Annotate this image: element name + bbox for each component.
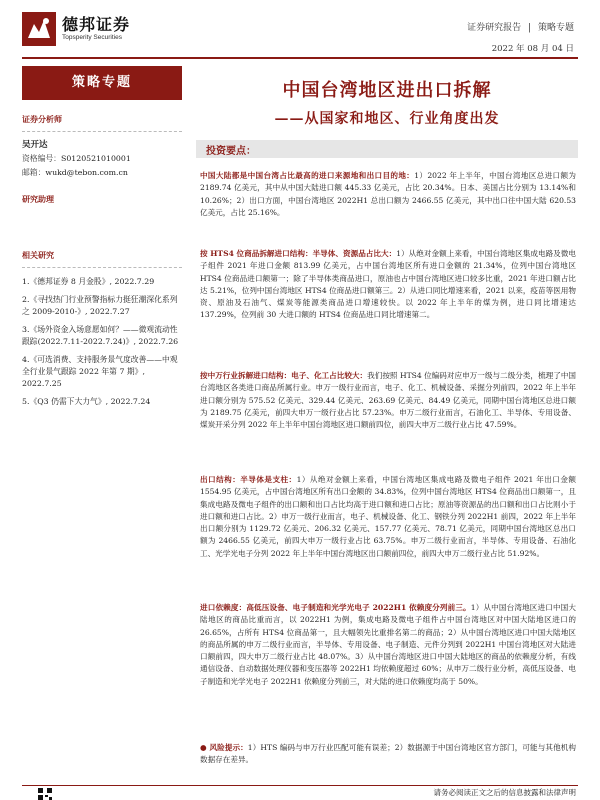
report-type-header [467,20,574,33]
paragraph-lead: 按 HTS4 位商品拆解进口结构：半导体、资源品占比大： [200,249,397,258]
paragraph-text: 我们按照 HTS4 位编码对应申万一级与二级分类，梳理了中国台湾地区各类进口商品所属行业。申万一级行业而言，电子、化工、机械设备、采掘分列前四，2022 年上半年进口额分别为 575.52 亿美元、329.44 亿美元、263.69 亿美元、84.49 亿美元，同期中国台湾地区总进口额为 2189.75 亿美元，前四大申万一级行业占比 57.23%。申万二级行业而言，石油化工、半导体、专用设备、煤炭开采分列 2022 年上半年中国台湾地区进口额前四位，前四大申万二级行业占比 47.59%。 [200,371,577,430]
related-item[interactable]: 1.《德邦证券 8 月金股》, 2022.7.29 [22,277,155,286]
related-label: 相关研究 [22,250,54,260]
sidebar-section-title: 策略专题 [22,66,182,100]
paragraph-lead: 按中万行业拆解进口结构：电子、化工占比较大： [200,371,368,380]
brand-english-name: Topsperity Securities [62,34,122,41]
paragraph-lead: 风险提示： [209,743,248,752]
related-item[interactable]: 4.《可选消费、支持服务景气度改善——中观全行业景气跟踪 2022 年第 7 期》, 2022.7.25 [22,355,178,388]
cert-key: 资格编号： [22,154,61,163]
sidebar-divider [22,131,182,132]
company-logo [22,10,162,50]
report-category: 策略专题 [537,23,574,33]
cert-value: S0120521010001 [60,154,131,163]
paragraph-2 [200,248,576,322]
report-heading [196,66,578,128]
paragraph-text: 1）从绝对金额上来看，中国台湾地区集成电路及微电子组件 2021 年进口金额 813.99 亿美元，占中国台湾地区所有进口金额的 21.34%，位列中国台湾地区 HTS4 位商品进口额第一；除了半导体类商品进口，原油也占中国台湾地区进口较多比重，2021 年进口额占比达 5.21%，位列中国台湾地区 HTS4 位商品进口额第三。2）从进口同比增速来看，2021 以来，疫苗等医用物资、原油及石油气、煤炭等能源类商品进口增速较快。以 2022 年上半年的煤为例，进口同比增速达 137.29%，位列前 30 大进口额的 HTS4 位商品进口同比增速第二。 [200,249,576,320]
related-research [22,250,182,414]
paragraph-3 [200,370,576,431]
investment-points-bar [196,140,578,158]
related-item[interactable]: 2.《寻找热门行业预警指标力挺狂潮深化系列之 2009-2010-》, 2022.7.27 [22,295,178,316]
page-title: 中国台湾地区进出口拆解 [282,80,492,101]
analyst-label: 证券分析师 [22,114,62,124]
paragraph-lead: 进口依赖度：高低压设备、电子制造和光学光电子 2022H1 依赖度分列前三。 [200,603,471,612]
paragraph-1 [200,170,576,219]
related-divider [22,267,182,268]
sidebar [22,66,182,786]
qr-code-icon [38,788,52,800]
analyst-cert [22,153,182,164]
logo-emblem-icon [22,12,56,46]
paragraph-lead: 中国大陆都是中国台湾占比最高的进口来源地和出口目的地： [200,171,415,180]
report-type: 证券研究报告 [467,23,522,33]
email-value[interactable]: wukd@tebon.com.cn [45,168,128,177]
related-item[interactable]: 3.《场外资金入场意愿如何？——微观流动性跟踪(2022.7.11-2022.7.24)》, 2022.7.26 [22,325,179,346]
report-date: 2022 年 08 月 04 日 [491,44,574,54]
paragraph-lead: 出口结构：半导体是支柱： [200,475,297,484]
paragraph-text: 1）HTS 编码与申万行业匹配可能有误差；2）数据源于中国台湾地区官方部门，可能与其他机构数据存在差异。 [200,743,576,765]
paragraph-text: 1）2022 年上半年，中国台湾地区总进口额为 2189.74 亿美元，其中从中国大陆进口额 445.33 亿美元，占比 20.34%。日本、美国占比分别为 13.14%和 10.26%；2）出口方面，中国台湾地区 2022H1 总出口额为 2466.55 亿美元，其中出口往中国大陆 620.53 亿美元，占比 25.16%。 [200,171,577,217]
risk-bullet-icon: ● [200,743,210,752]
legal-disclaimer: 请务必阅读正文之后的信息披露和法律声明 [433,788,576,797]
paragraph-text: 1）从绝对金额上来看，中国台湾地区集成电路及微电子组件 2021 年出口金额 1554.95 亿美元，占中国台湾地区所有出口金额的 34.83%，位列中国台湾地区 HTS4 位商品出口额第一，且集成电路及微电子组件的出口额和出口占比均高于进口额和进口占比；原油等资源品的出口额和出口占比则小于进口额和进口占比。2）申万一级行业而言，电子、机械设备、化工、钢铁分列 2022H1 前四，2022 年上半年出口额分别为 1129.72 亿美元、206.32 亿美元、157.77 亿美元、78.71 亿美元，同期中国台湾地区总出口额为 2466.55 亿美元，前四大申万一级行业占比 63.75%。申万二级行业而言，半导体、专用设备、石油化工、光学光电子分列 2022 年上半年中国台湾地区出口额前四位，前四大申万二级行业占比 51.92%。 [200,475,577,558]
analyst-email [22,167,182,178]
analyst-name: 吴开达 [22,140,48,150]
page-subtitle: ——从国家和地区、行业角度出发 [274,111,500,127]
paragraph-text: 1）从中国台湾地区进口中国大陆地区的商品比重而言，以 2022H1 为例，集成电路及微电子组件占中国台湾地区对中国大陆地区进口的 26.65%，占所有 HTS4 位商品第一，且大幅领先比重排名第二的商品；2）从中国台湾地区进口中国大陆地区的商品所属的申万二级行业而言，半导体、专用设备、电子制造、元件分列到 2022H1 中国台湾地区对大陆进口额前四，四大申万二级行业占比 48.07%。3）从中国台湾地区进口中国大陆地区的商品的依赖度分析，有线通信设备、自动数据处理仪器和变压器等 2022H1 均依赖度超过 60%；从申万二级行业分析，高低压设备、电子制造和光学光电子 2022H1 依赖度分列前三，对大陆的进口依赖度均高于 50%。 [200,603,576,686]
header-divider [22,57,578,59]
footer-divider [22,785,578,786]
header-separator: | [528,23,532,33]
assistant-label: 研究助理 [22,194,54,204]
investment-points-label: 投资要点： [206,146,256,157]
paragraph-4 [200,474,576,560]
related-list [22,276,182,408]
paragraph-5 [200,602,576,688]
email-key: 邮箱： [22,168,46,177]
risk-warning [200,742,576,767]
related-item[interactable]: 5.《Q3 仍需下大力气》, 2022.7.24 [22,397,151,406]
brand-name: 德邦证券 [62,15,131,34]
